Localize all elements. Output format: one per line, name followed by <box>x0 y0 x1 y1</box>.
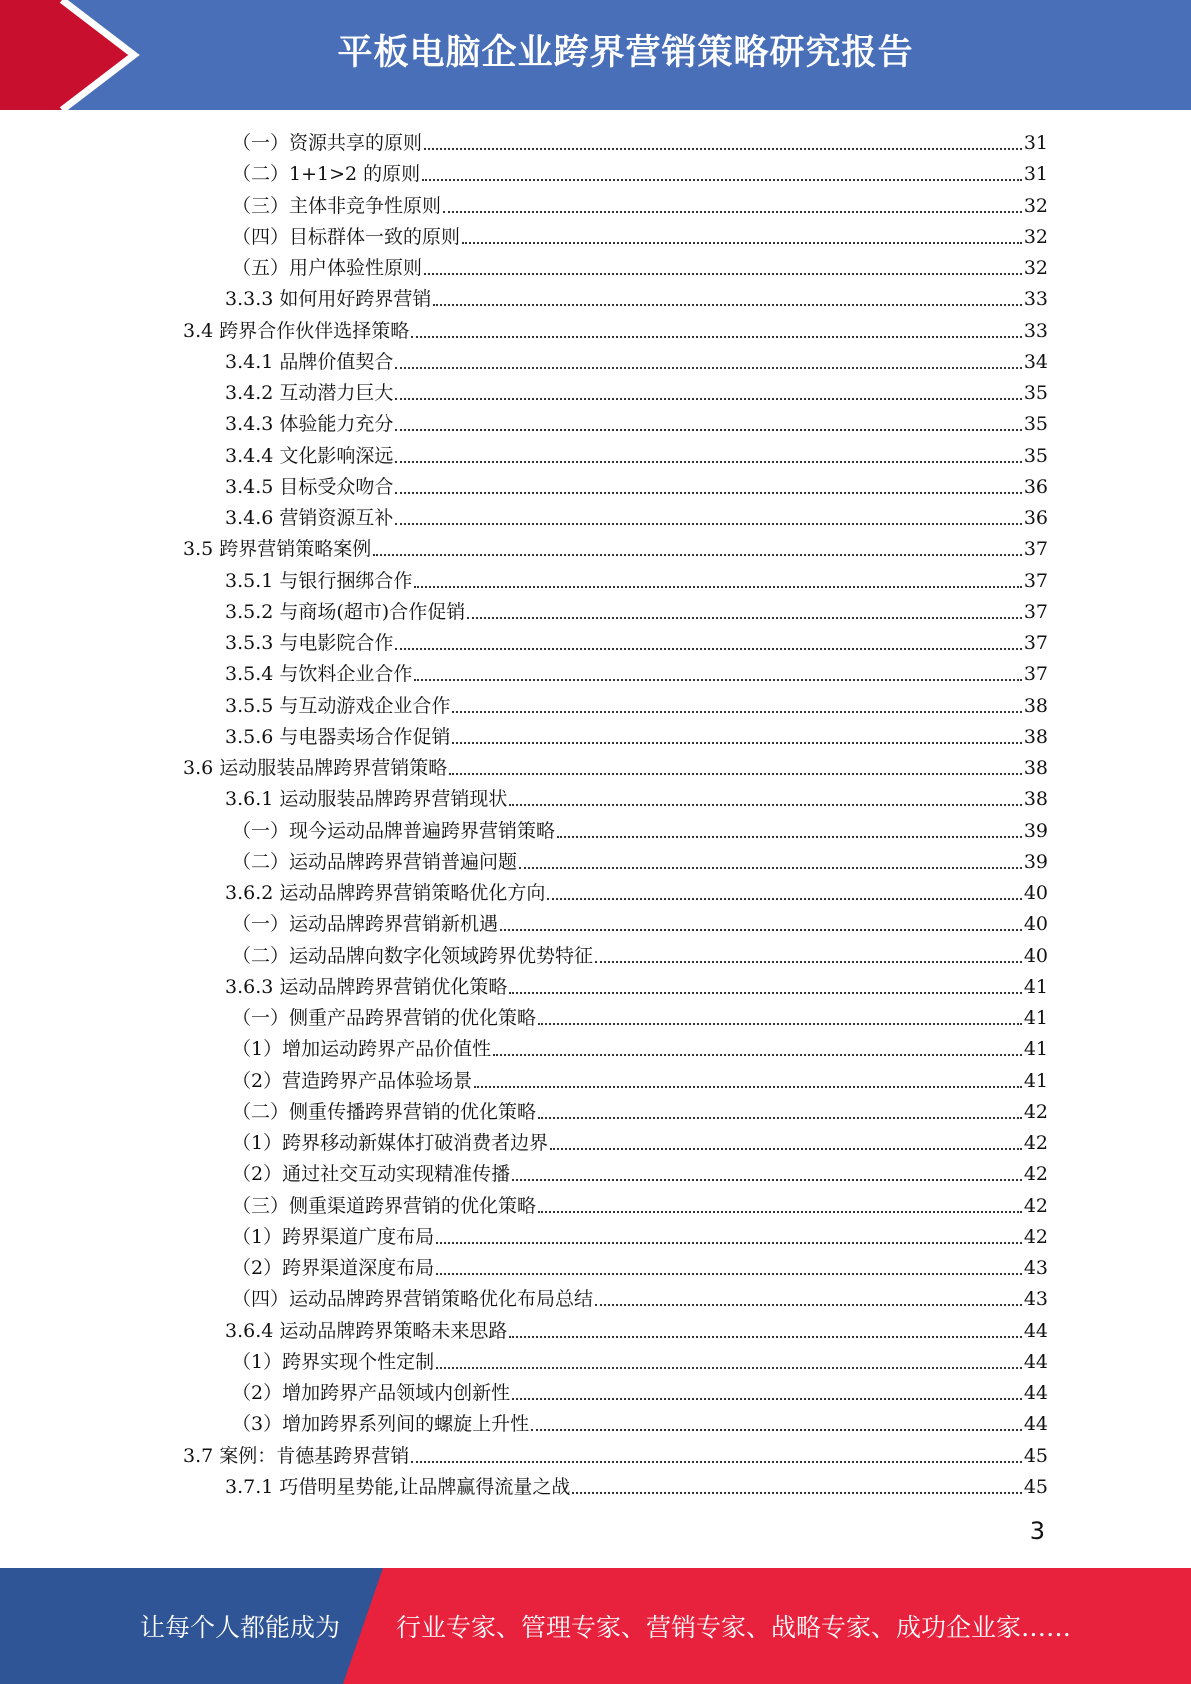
toc-entry-title: （2）营造跨界产品体验场景 <box>232 1069 473 1092</box>
toc-dot-leader <box>538 1210 1022 1213</box>
toc-entry[interactable] <box>225 378 1048 409</box>
toc-dot-leader <box>395 397 1021 400</box>
toc-dot-leader <box>500 928 1022 931</box>
toc-entry-page: 38 <box>1023 788 1048 811</box>
toc-entry-title: （一）资源共享的原则 <box>232 132 423 154</box>
toc-entry-title: 3.7.1 巧借明星势能,让品牌赢得流量之战 <box>225 1475 571 1498</box>
toc-entry-title: 3.6.3 运动品牌跨界营销优化策略 <box>225 975 508 998</box>
page-number: 3 <box>1029 1517 1045 1545</box>
toc-entry[interactable] <box>232 128 1048 159</box>
toc-entry-title: 3.4.1 品牌价值契合 <box>225 350 394 373</box>
toc-dot-leader <box>411 1460 1022 1463</box>
toc-dot-leader <box>509 803 1021 806</box>
toc-entry-page: 38 <box>1023 694 1048 717</box>
toc-entry[interactable] <box>225 284 1048 315</box>
toc-entry-title: 3.5.6 与电器卖场合作促销 <box>225 725 451 748</box>
toc-entry[interactable] <box>183 1441 1048 1472</box>
toc-dot-leader <box>452 710 1021 713</box>
toc-entry-page: 33 <box>1023 288 1048 311</box>
toc-entry[interactable] <box>232 1253 1048 1284</box>
toc-entry-title: （1）增加运动跨界产品价值性 <box>232 1038 492 1061</box>
toc-entry-title: （三）主体非竞争性原则 <box>232 194 442 217</box>
toc-entry-title: 3.5.5 与互动游戏企业合作 <box>225 694 451 717</box>
toc-dot-leader <box>395 460 1021 463</box>
toc-entry[interactable] <box>225 722 1048 753</box>
toc-entry-title: （2）增加跨界产品领域内创新性 <box>232 1382 511 1404</box>
toc-dot-leader <box>547 897 1021 900</box>
toc-entry-title: （二）运动品牌跨界营销普遍问题 <box>232 850 518 873</box>
toc-dot-leader <box>572 1491 1021 1494</box>
toc-dot-leader <box>395 491 1021 494</box>
toc-entry-page: 45 <box>1023 1444 1048 1467</box>
toc-dot-leader <box>443 210 1022 213</box>
toc-entry-page: 31 <box>1023 132 1048 154</box>
toc-entry-title: 3.5.1 与银行捆绑合作 <box>225 569 413 592</box>
toc-entry[interactable] <box>225 691 1048 722</box>
toc-entry[interactable] <box>225 503 1048 534</box>
toc-entry[interactable] <box>232 1034 1048 1065</box>
toc-entry-title: （一）侧重产品跨界营销的优化策略 <box>232 1007 537 1029</box>
toc-dot-leader <box>395 647 1021 650</box>
toc-entry-page: 42 <box>1023 1132 1048 1154</box>
toc-dot-leader <box>422 178 1022 181</box>
toc-entry[interactable] <box>232 1159 1048 1190</box>
toc-entry[interactable] <box>232 159 1048 190</box>
toc-entry-title: （三）侧重渠道跨界营销的优化策略 <box>232 1194 537 1217</box>
toc-entry-page: 37 <box>1023 632 1048 654</box>
toc-entry[interactable] <box>232 1191 1048 1222</box>
toc-entry[interactable] <box>225 472 1048 503</box>
toc-entry[interactable] <box>232 941 1048 972</box>
toc-entry[interactable] <box>225 597 1048 628</box>
toc-entry-page: 44 <box>1023 1413 1048 1436</box>
toc-entry-title: （五）用户体验性原则 <box>232 257 423 279</box>
toc-entry[interactable] <box>232 1222 1048 1253</box>
toc-entry-title: 3.4.4 文化影响深远 <box>225 444 394 467</box>
toc-entry[interactable] <box>232 1066 1048 1097</box>
toc-entry[interactable] <box>232 1128 1048 1159</box>
toc-dot-leader <box>414 678 1021 681</box>
toc-entry-title: （1）跨界渠道广度布局 <box>232 1225 435 1248</box>
toc-entry-title: 3.5.2 与商场(超市)合作促销 <box>225 600 466 623</box>
toc-dot-leader <box>531 1428 1022 1431</box>
toc-entry-page: 32 <box>1023 257 1048 279</box>
toc-entry-title: 3.4.5 目标受众吻合 <box>225 475 394 498</box>
toc-entry-title: 3.6.2 运动品牌跨界营销策略优化方向 <box>225 882 546 904</box>
toc-dot-leader <box>395 366 1021 369</box>
toc-entry[interactable] <box>183 316 1048 347</box>
toc-entry-title: （二）侧重传播跨界营销的优化策略 <box>232 1100 537 1123</box>
toc-entry-title: 3.6 运动服装品牌跨界营销策略 <box>183 757 448 779</box>
toc-entry-page: 45 <box>1023 1475 1048 1498</box>
toc-entry-page: 38 <box>1023 757 1048 779</box>
toc-entry-title: 3.4 跨界合作伙伴选择策略 <box>183 319 410 342</box>
toc-dot-leader <box>395 428 1021 431</box>
toc-entry[interactable] <box>232 1284 1048 1315</box>
toc-entry-page: 35 <box>1023 413 1048 436</box>
toc-entry[interactable] <box>183 753 1048 784</box>
toc-entry-page: 35 <box>1023 382 1048 404</box>
toc-dot-leader <box>436 1272 1022 1275</box>
toc-dot-leader <box>595 960 1022 963</box>
toc-entry-title: 3.4.3 体验能力充分 <box>225 413 394 436</box>
toc-entry-page: 37 <box>1023 600 1048 623</box>
toc-dot-leader <box>433 303 1021 306</box>
toc-entry-page: 36 <box>1023 507 1048 529</box>
toc-entry[interactable] <box>232 847 1048 878</box>
toc-entry-page: 40 <box>1023 944 1048 967</box>
toc-dot-leader <box>436 1366 1022 1369</box>
toc-entry-page: 35 <box>1023 444 1048 467</box>
toc-entry-title: 3.3.3 如何用好跨界营销 <box>225 288 432 311</box>
toc-dot-leader <box>449 772 1022 775</box>
toc-entry-title: 3.5 跨界营销策略案例 <box>183 538 372 561</box>
toc-entry-page: 36 <box>1023 475 1048 498</box>
report-title: 平板电脑企业跨界营销策略研究报告 <box>337 33 914 73</box>
toc-entry-page: 40 <box>1023 882 1048 904</box>
toc-entry-page: 37 <box>1023 569 1048 592</box>
toc-entry-page: 37 <box>1023 538 1048 561</box>
toc-entry-title: （1）跨界实现个性定制 <box>232 1350 435 1373</box>
toc-dot-leader <box>509 1335 1021 1338</box>
toc-dot-leader <box>452 741 1021 744</box>
toc-entry-page: 41 <box>1023 975 1048 998</box>
toc-entry-title: 3.6.4 运动品牌跨界策略未来思路 <box>225 1319 508 1342</box>
toc-entry-page: 41 <box>1023 1038 1048 1061</box>
toc-entry-page: 42 <box>1023 1225 1048 1248</box>
toc-entry[interactable] <box>225 659 1048 690</box>
toc-dot-leader <box>519 866 1022 869</box>
toc-entry-page: 32 <box>1023 194 1048 217</box>
toc-entry[interactable] <box>232 1409 1048 1440</box>
toc-dot-leader <box>595 1303 1022 1306</box>
toc-entry[interactable] <box>232 1003 1048 1034</box>
toc-entry[interactable] <box>225 972 1048 1003</box>
toc-entry[interactable] <box>232 816 1048 847</box>
toc-entry-page: 39 <box>1023 819 1048 842</box>
toc-dot-leader <box>436 1241 1022 1244</box>
toc-entry-page: 44 <box>1023 1350 1048 1373</box>
toc-entry-title: 3.5.3 与电影院合作 <box>225 632 394 654</box>
toc-entry-page: 43 <box>1023 1288 1048 1311</box>
toc-entry-page: 33 <box>1023 319 1048 342</box>
toc-dot-leader <box>557 835 1022 838</box>
toc-entry-title: （一）现今运动品牌普遍跨界营销策略 <box>232 819 556 842</box>
toc-entry[interactable] <box>225 784 1048 815</box>
toc-entry-title: 3.7 案例：肯德基跨界营销 <box>183 1444 410 1467</box>
toc-entry[interactable] <box>225 566 1048 597</box>
toc-entry[interactable] <box>225 441 1048 472</box>
toc-entry-title: 3.5.4 与饮料企业合作 <box>225 663 413 686</box>
toc-entry-title: （四）目标群体一致的原则 <box>232 225 461 248</box>
toc-dot-leader <box>467 616 1022 619</box>
toc-dot-leader <box>414 585 1021 588</box>
toc-entry[interactable] <box>232 1097 1048 1128</box>
toc-dot-leader <box>512 1178 1022 1181</box>
toc-entry[interactable] <box>232 253 1048 284</box>
page-header <box>0 0 1191 110</box>
toc-dot-leader <box>509 991 1021 994</box>
toc-dot-leader <box>411 335 1022 338</box>
toc-entry-title: 3.4.2 互动潜力巨大 <box>225 382 394 404</box>
header-arrow-icon <box>0 0 160 110</box>
toc-entry[interactable] <box>232 191 1048 222</box>
toc-entry[interactable] <box>225 1472 1048 1503</box>
toc-dot-leader <box>493 1053 1022 1056</box>
toc-entry[interactable] <box>225 1316 1048 1347</box>
toc-dot-leader <box>424 147 1022 150</box>
toc-entry-title: （二）运动品牌向数字化领域跨界优势特征 <box>232 944 594 967</box>
toc-entry-page: 41 <box>1023 1069 1048 1092</box>
toc-entry[interactable] <box>232 909 1048 940</box>
toc-dot-leader <box>373 553 1022 556</box>
toc-entry-page: 44 <box>1023 1319 1048 1342</box>
toc-entry[interactable] <box>225 409 1048 440</box>
toc-entry[interactable] <box>225 347 1048 378</box>
toc-dot-leader <box>550 1147 1022 1150</box>
toc-entry-page: 38 <box>1023 725 1048 748</box>
toc-dot-leader <box>462 241 1022 244</box>
toc-entry-page: 37 <box>1023 663 1048 686</box>
toc-entry-page: 44 <box>1023 1382 1048 1404</box>
toc-entry-page: 39 <box>1023 850 1048 873</box>
toc-entry[interactable] <box>225 878 1048 909</box>
toc-entry-page: 43 <box>1023 1257 1048 1279</box>
footer-slogan-left: 让每个人都能成为 <box>140 1613 341 1642</box>
toc-entry[interactable] <box>232 1347 1048 1378</box>
toc-entry-page: 31 <box>1023 163 1048 186</box>
toc-dot-leader <box>538 1022 1022 1025</box>
toc-entry-page: 40 <box>1023 913 1048 936</box>
toc-entry-page: 42 <box>1023 1100 1048 1123</box>
toc-entry-title: （2）跨界渠道深度布局 <box>232 1257 435 1279</box>
toc-entry-page: 42 <box>1023 1194 1048 1217</box>
toc-entry-page: 42 <box>1023 1163 1048 1186</box>
toc-entry-title: （2）通过社交互动实现精准传播 <box>232 1163 511 1186</box>
toc-dot-leader <box>512 1397 1022 1400</box>
toc-dot-leader <box>395 522 1021 525</box>
toc-entry-title: （一）运动品牌跨界营销新机遇 <box>232 913 499 936</box>
toc-dot-leader <box>424 272 1022 275</box>
toc-entry[interactable] <box>183 534 1048 565</box>
toc-entry-title: 3.4.6 营销资源互补 <box>225 507 394 529</box>
toc-entry-title: （二）1+1>2 的原则 <box>232 163 421 186</box>
toc-entry-page: 41 <box>1023 1007 1048 1029</box>
page-footer <box>0 1568 1191 1684</box>
footer-slogan-right: 行业专家、管理专家、营销专家、战略专家、成功企业家…… <box>396 1613 1072 1642</box>
toc-entry-page: 32 <box>1023 225 1048 248</box>
toc-entry-title: 3.6.1 运动服装品牌跨界营销现状 <box>225 788 508 811</box>
toc-entry-title: （四）运动品牌跨界营销策略优化布局总结 <box>232 1288 594 1311</box>
toc-entry-title: （1）跨界移动新媒体打破消费者边界 <box>232 1132 549 1154</box>
toc-entry[interactable] <box>232 222 1048 253</box>
toc-entry-title: （3）增加跨界系列间的螺旋上升性 <box>232 1413 530 1436</box>
toc-entry-page: 34 <box>1023 350 1048 373</box>
toc-entry[interactable] <box>232 1378 1048 1409</box>
toc-dot-leader <box>538 1116 1022 1119</box>
toc-dot-leader <box>474 1085 1022 1088</box>
toc-entry[interactable] <box>225 628 1048 659</box>
